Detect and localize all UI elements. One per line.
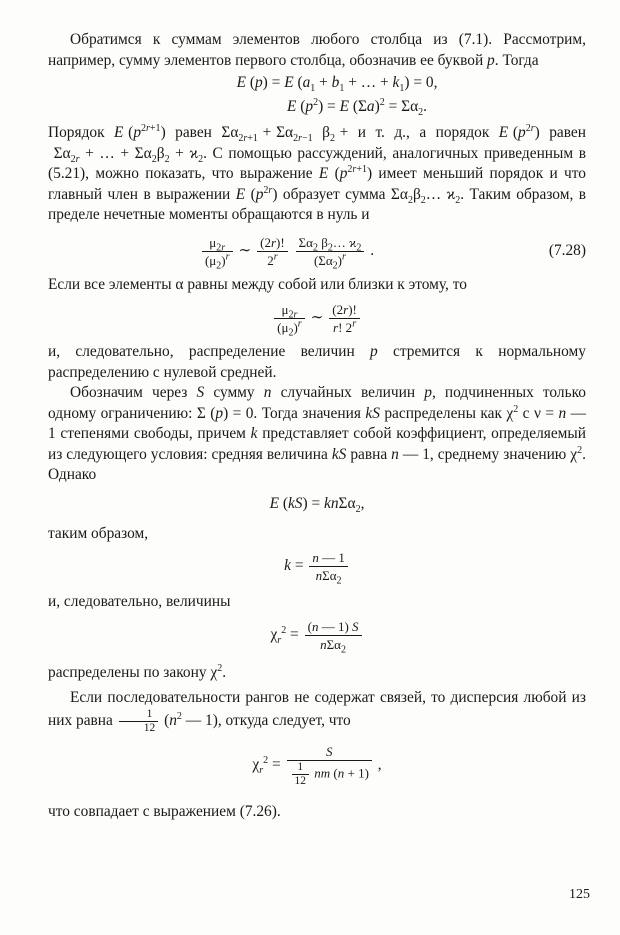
paragraph-10: что совпадает с выражением (7.26). bbox=[48, 803, 281, 820]
equation-normal-limit: $\frac{\mu_{2r}}{(\mu_2)^r}$ ∼ $\frac{(2r)!}{r! 2^r}$ bbox=[48, 301, 586, 336]
equation-expectation-ks: E (kS) = knΣα$_2$, bbox=[269, 494, 365, 515]
equation-expectation-p2: E $(p^2) = E$ $(\Sigma a)^2 = \Sigma\alpha_2$. bbox=[286, 96, 428, 118]
equation-k: k = $\frac{n — 1}{n\Sigma\alpha_2}$ bbox=[48, 549, 586, 584]
paragraph-7: и, следовательно, величины bbox=[48, 592, 231, 610]
equation-chi-r-final: $\chi_r^2$ = S $\frac{1}{12}$ nm (n + 1) , bbox=[252, 744, 382, 787]
paragraph-6: таким образом, bbox=[48, 525, 149, 542]
equation-number: (7.28) bbox=[548, 241, 586, 259]
paragraph-1: Обратимся к суммам элементов любого столбца из (7.1). Рассмотрим, например, сумму элементов первого столбца, обозначив ее буквой p. Тогда bbox=[48, 31, 586, 69]
equation-chi-r-squared: $\chi_r^2$ = $\frac{(n — 1) S}{n\Sigma\alpha_2}$ bbox=[48, 618, 586, 653]
equation-7-28: $\frac{\mu_{2r}}{(\mu_2)^r}$ ∼ $\frac{(2r)!}{2^r}$ $\frac{\Sigma\alpha_2 \beta_2\dots ϰ_2}{(\Sigma\alpha_2)^r}$ . (7.28) bbox=[48, 234, 586, 269]
paragraph-9: Если последовательности рангов не содержат связей, то дисперсия любой из них равна $\frac{1}{12}$ ($n^2$ — 1), откуда следует, что bbox=[48, 688, 586, 734]
paragraph-4: и, следовательно, распределение величин p стремится к нормальному распределению с нулевой средней. bbox=[48, 343, 586, 381]
paragraph-2: Порядок E $(p^{2r+1})$ равен $\Sigma\alpha_{2r+1} + \Sigma\alpha_{2r-1}$ $\beta_2 + и$ т. д., а порядок E $(p^{2r})$ равен $\Sigma\alpha_{2r}$ + … + $\Sigma\alpha_2\beta_2 + ϰ_2$. С помощью рассуждений, аналогичных приведенным в (5.21), можно показать, что выражение E $(p^{2r+1})$ имеет меньший порядок и что главный член в выражении E $(p^{2r})$ образует сумма $\Sigma\alpha_2\beta_2\dots$ $ϰ_2$. Таким образом, в пределе нечетные моменты обращаются в нуль и bbox=[48, 122, 587, 223]
paragraph-8: распределены по закону $\chi^2$. bbox=[48, 662, 227, 681]
paragraph-3: Если все элементы α равны между собой или близки к этому, то bbox=[48, 275, 467, 293]
page-number: 125 bbox=[569, 887, 590, 902]
paragraph-5: Обозначим через S сумму n случайных величин p, подчиненных только одному ограничению: Σ (p) = 0. Тогда значения kS распределены как $\chi^2$ с ν = n — 1 степенями свободы, причем k представляет собой коэффициент, определяемый из следующего условия: средняя величина kS равна n — 1, среднему значению $\chi^2$. Однако bbox=[48, 384, 586, 483]
page-body bbox=[48, 30, 586, 823]
equation-expectation-p: E (p) = E ($a_1 + b_1$ + … + $k_1) = 0$, bbox=[236, 74, 438, 95]
